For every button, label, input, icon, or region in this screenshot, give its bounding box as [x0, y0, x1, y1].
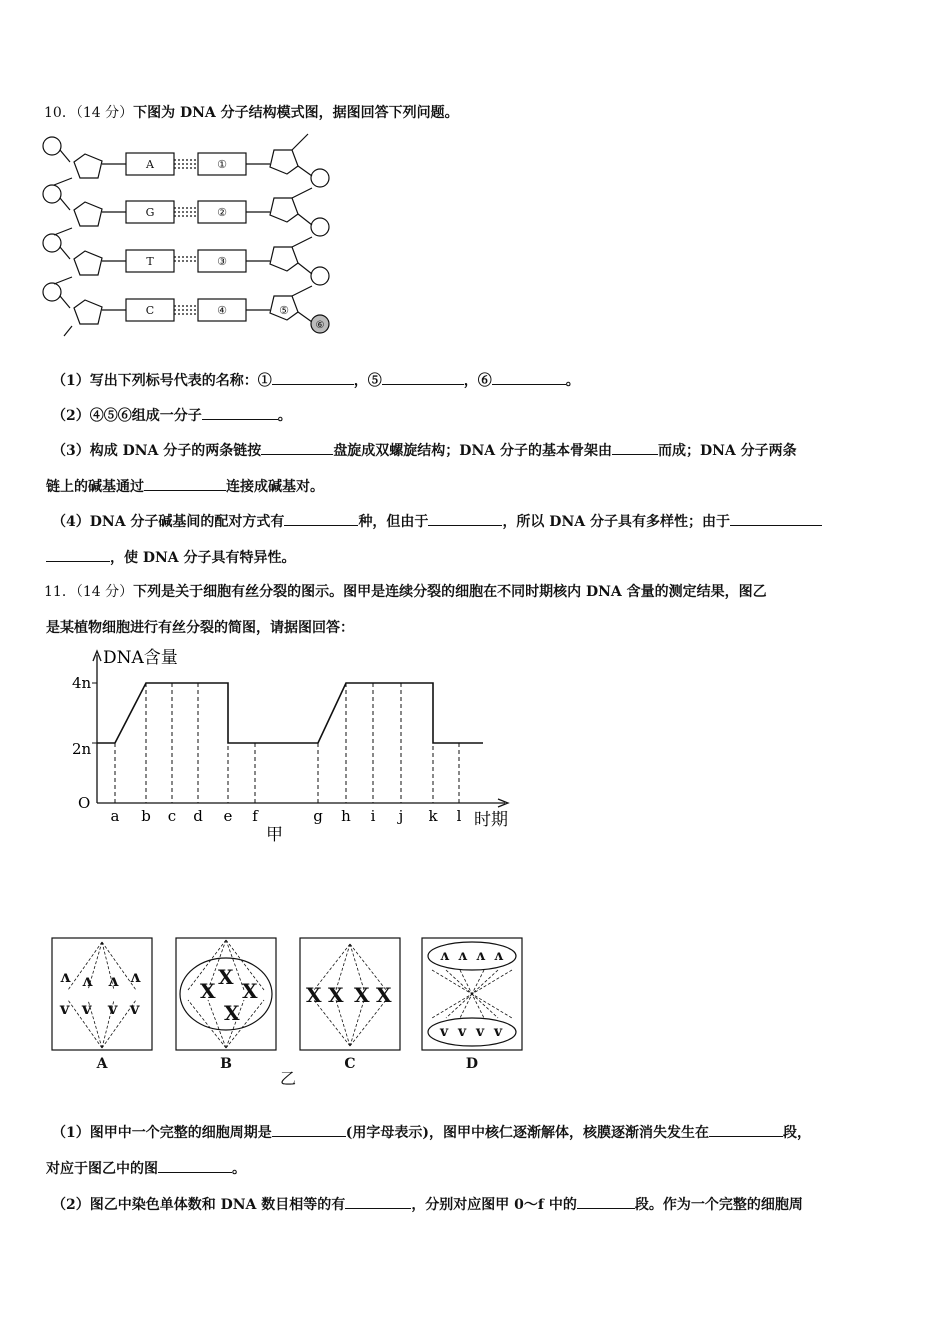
x-tick-l: l — [456, 807, 462, 825]
x-tick-k: k — [428, 807, 438, 825]
part-text: ，⑥ — [463, 373, 492, 389]
dna-content-chart — [70, 645, 530, 850]
deoxyribose-left-1 — [74, 154, 102, 178]
label-4: ④ — [217, 304, 227, 317]
phosphate-left-4 — [43, 283, 61, 301]
svg-text:ʌ: ʌ — [440, 948, 449, 964]
x-tick-h: h — [341, 807, 351, 825]
part-text: 。 — [565, 373, 580, 389]
phosphate-left-3 — [43, 234, 61, 252]
part-label: （3） — [52, 443, 90, 459]
x-tick-f: f — [252, 807, 258, 825]
part-text: ，⑤ — [353, 373, 382, 389]
answer-blank[interactable] — [709, 1122, 783, 1137]
panel-B-frame — [176, 938, 276, 1050]
part-text: 构成 DNA 分子的两条链按 — [89, 443, 262, 459]
svg-text:ʌ: ʌ — [60, 967, 71, 986]
label-3: ③ — [217, 255, 227, 268]
svg-text:v: v — [130, 999, 140, 1018]
base-G: G — [145, 206, 155, 219]
part-text: 写出下列标号代表的名称：① — [89, 373, 272, 389]
part-text: 而成；DNA 分子两条 — [658, 443, 797, 459]
chart-title: 甲 — [266, 825, 283, 845]
mitosis-diagram — [48, 930, 528, 1090]
y-tick-2n: 2n — [72, 740, 92, 758]
base-C: C — [145, 304, 155, 317]
spindle-A — [68, 942, 136, 1048]
q10-part3 — [52, 440, 797, 461]
q11-part2 — [52, 1194, 803, 1215]
part-text: 盘旋成双螺旋结构；DNA 分子的基本骨架由 — [333, 443, 612, 459]
deoxyribose-left-2 — [74, 202, 102, 226]
label-2: ② — [217, 206, 227, 219]
q10-part4 — [52, 511, 822, 532]
svg-text:v: v — [60, 999, 70, 1018]
part-text: 链上的碱基通过 — [46, 479, 144, 495]
part-text: ，所以 DNA 分子具有多样性；由于 — [502, 514, 730, 530]
panel-label-D: D — [465, 1056, 479, 1072]
label-1: ① — [217, 158, 227, 171]
svg-text:v: v — [82, 999, 92, 1018]
dna-series-line — [97, 683, 483, 743]
svg-text:X: X — [218, 965, 234, 989]
answer-blank[interactable] — [261, 440, 333, 455]
q11-stem-line2: 是某植物细胞进行有丝分裂的简图，请据图回答： — [46, 620, 354, 636]
part-text: (用字母表示)，图甲中核仁逐渐解体，核膜逐渐消失发生在 — [345, 1125, 709, 1141]
part-label: （4） — [52, 514, 90, 530]
part-text: 对应于图乙中的图 — [46, 1161, 158, 1177]
answer-blank[interactable] — [158, 1158, 232, 1173]
figure-caption: 乙 — [279, 1069, 297, 1088]
svg-text:v: v — [440, 1024, 449, 1040]
answer-blank[interactable] — [144, 476, 226, 491]
part-text: ，使 DNA 分子具有特异性。 — [110, 550, 296, 566]
svg-text:X: X — [354, 983, 370, 1007]
panel-A-frame — [52, 938, 152, 1050]
part-text: ④⑤⑥组成一分子 — [89, 408, 202, 424]
phosphate-left-2 — [43, 185, 61, 203]
svg-text:v: v — [458, 1024, 467, 1040]
q10-part3-line2 — [46, 476, 324, 497]
part-text: 图甲中一个完整的细胞周期是 — [89, 1125, 272, 1141]
origin-label: O — [78, 794, 91, 812]
x-tick-c: c — [167, 807, 177, 825]
deoxyribose-right-2 — [270, 198, 298, 222]
answer-blank-6[interactable] — [492, 370, 566, 385]
answer-blank[interactable] — [46, 547, 110, 562]
chromosomes-C — [306, 983, 392, 1007]
q11-part1-line2 — [46, 1158, 246, 1179]
q10-part2 — [52, 405, 292, 426]
deoxyribose-left-4 — [74, 300, 102, 324]
y-tick-4n: 4n — [72, 674, 92, 692]
answer-blank[interactable] — [272, 1122, 346, 1137]
q10-score: （14 分） — [75, 105, 134, 121]
x-tick-b: b — [141, 807, 151, 825]
x-tick-e: e — [223, 807, 233, 825]
q10-part1 — [52, 370, 580, 391]
q11-part1 — [52, 1122, 811, 1143]
answer-blank[interactable] — [345, 1194, 411, 1209]
q11-score: （14 分） — [75, 584, 134, 600]
svg-text:ʌ: ʌ — [82, 971, 93, 990]
q10-part4-line2 — [46, 547, 296, 568]
panel-label-B: B — [220, 1056, 232, 1072]
x-tick-g: g — [313, 807, 323, 825]
svg-text:ʌ: ʌ — [476, 948, 485, 964]
part-text: 段， — [783, 1125, 811, 1141]
answer-blank-1[interactable] — [272, 370, 354, 385]
phosphate-right-2 — [311, 218, 329, 236]
svg-text:ʌ: ʌ — [130, 967, 141, 986]
q10-text: 下图为 DNA 分子结构模式图，据图回答下列问题。 — [133, 105, 459, 121]
answer-blank[interactable] — [202, 405, 278, 420]
x-tick-a: a — [110, 807, 120, 825]
base-T: T — [146, 255, 154, 268]
part-text: 。 — [232, 1161, 246, 1177]
q11-stem — [44, 582, 767, 602]
part-text: 段。作为一个完整的细胞周 — [634, 1197, 803, 1213]
part-text: 种，但由于 — [358, 514, 429, 530]
dna-structure-diagram — [40, 128, 340, 338]
q10-number: 10． — [44, 105, 76, 121]
svg-text:ʌ: ʌ — [108, 971, 119, 990]
answer-blank[interactable] — [284, 511, 358, 526]
part-label: （1） — [52, 1125, 90, 1141]
answer-blank[interactable] — [730, 511, 822, 526]
answer-blank[interactable] — [612, 440, 658, 455]
svg-text:ʌ: ʌ — [458, 948, 467, 964]
label-5: ⑤ — [279, 304, 289, 317]
phosphate-right-3 — [311, 267, 329, 285]
q11-number: 11． — [44, 584, 76, 600]
q11-text-1: 下列是关于细胞有丝分裂的图示。图甲是连续分裂的细胞在不同时期核内 DNA 含量的测定结果，图乙 — [133, 584, 767, 600]
part-text: 图乙中染色单体数和 DNA 数目相等的有 — [89, 1197, 346, 1213]
svg-text:X: X — [306, 983, 322, 1007]
label-6: ⑥ — [315, 320, 325, 331]
svg-text:X: X — [376, 983, 392, 1007]
part-text: DNA 分子碱基间的配对方式有 — [89, 514, 285, 530]
q10-stem — [44, 103, 459, 123]
spindle-D — [432, 970, 512, 1018]
answer-blank[interactable] — [428, 511, 502, 526]
part-label: （2） — [52, 408, 90, 424]
answer-blank[interactable] — [577, 1194, 635, 1209]
part-label: （2） — [52, 1197, 90, 1213]
part-label: （1） — [52, 373, 90, 389]
phosphate-right-1 — [311, 169, 329, 187]
deoxyribose-right-1 — [270, 150, 298, 174]
part-text: 连接成碱基对。 — [226, 479, 324, 495]
x-tick-i: i — [370, 807, 376, 825]
base-A: A — [146, 158, 154, 171]
svg-text:X: X — [200, 979, 216, 1003]
y-axis-label: DNA含量 — [103, 648, 178, 668]
svg-text:v: v — [494, 1024, 503, 1040]
svg-text:v: v — [108, 999, 118, 1018]
svg-text:v: v — [476, 1024, 485, 1040]
x-tick-j: j — [398, 807, 404, 825]
svg-text:X: X — [328, 983, 344, 1007]
deoxyribose-right-3 — [270, 247, 298, 271]
x-axis-label: 时期 — [474, 810, 508, 830]
svg-text:X: X — [224, 1001, 240, 1025]
phosphate-left-1 — [43, 137, 61, 155]
answer-blank-5[interactable] — [382, 370, 464, 385]
panel-label-C: C — [344, 1056, 356, 1072]
svg-text:ʌ: ʌ — [494, 948, 503, 964]
deoxyribose-left-3 — [74, 251, 102, 275]
chromosomes-B — [200, 965, 258, 1025]
panel-label-A: A — [96, 1056, 108, 1072]
part-text: ，分别对应图甲 0～f 中的 — [411, 1197, 577, 1213]
part-text: 。 — [277, 408, 292, 424]
x-tick-d: d — [193, 807, 203, 825]
svg-text:X: X — [242, 979, 258, 1003]
